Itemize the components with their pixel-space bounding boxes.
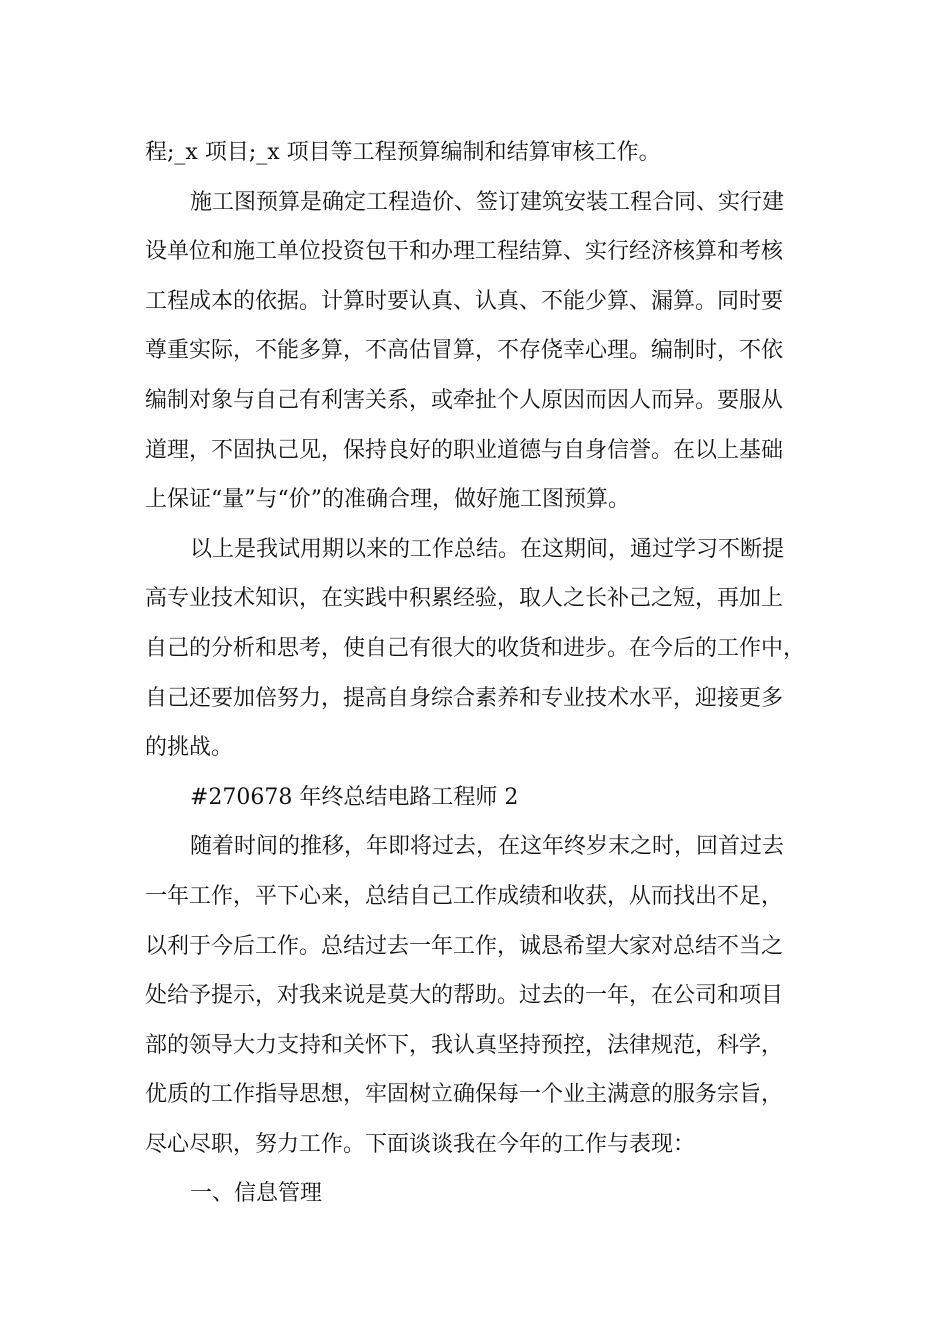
text-line: 一年工作，平下心来，总结自己工作成绩和收获，从而找出不足， (145, 883, 784, 909)
text-line: 高专业技术知识，在实践中积累经验，取人之长补己之短，再加上 (145, 586, 784, 612)
paragraph-start-line: 随着时间的推移，年即将过去，在这年终岁末之时，回首过去 (190, 834, 785, 860)
text-line: 的挑战。 (145, 735, 234, 761)
text-line: 部的领导大力支持和关怀下，我认真坚持预控，法律规范，科学， (145, 1032, 784, 1058)
text-line: 自己还要加倍努力，提高自身综合素养和专业技术水平，迎接更多 (145, 685, 784, 711)
document-body (145, 128, 825, 1219)
text-line: 优质的工作指导思想，牢固树立确保每一个业主满意的服务宗旨， (145, 1082, 784, 1108)
text-line: 程;_x 项目;_x 项目等工程预算编制和结算审核工作。 (145, 140, 661, 165)
text-line: 道理，不固执己见，保持良好的职业道德与自身信誉。在以上基础 (145, 437, 784, 463)
text-line: 自己的分析和思考，使自己有很大的收货和进步。在今后的工作中， (145, 635, 806, 661)
section-heading: #270678 年终总结电路工程师 2 (190, 784, 519, 810)
text-line: 编制对象与自己有利害关系，或牵扯个人原因而因人而异。要服从 (145, 387, 784, 413)
text-line: 上保证“量”与“价”的准确合理，做好施工图预算。 (145, 487, 630, 513)
text-line: 尽心尽职，努力工作。下面谈谈我在今年的工作与表现： (145, 1131, 696, 1157)
text-line: 设单位和施工单位投资包干和办理工程结算、实行经济核算和考核 (145, 239, 784, 265)
text-line: 尊重实际，不能多算，不高估冒算，不存侥幸心理。编制时，不依 (145, 338, 784, 364)
text-line: 处给予提示，对我来说是莫大的帮助。过去的一年，在公司和项目 (145, 983, 784, 1009)
text-line: 工程成本的依据。计算时要认真、认真、不能少算、漏算。同时要 (145, 288, 784, 314)
text-line: 以利于今后工作。总结过去一年工作，诚恳希望大家对总结不当之 (145, 933, 784, 959)
paragraph-start-line: 施工图预算是确定工程造价、签订建筑安装工程合同、实行建 (190, 189, 785, 215)
subsection-heading: 一、信息管理 (190, 1181, 323, 1207)
paragraph-start-line: 以上是我试用期以来的工作总结。在这期间，通过学习不断提 (190, 536, 785, 562)
